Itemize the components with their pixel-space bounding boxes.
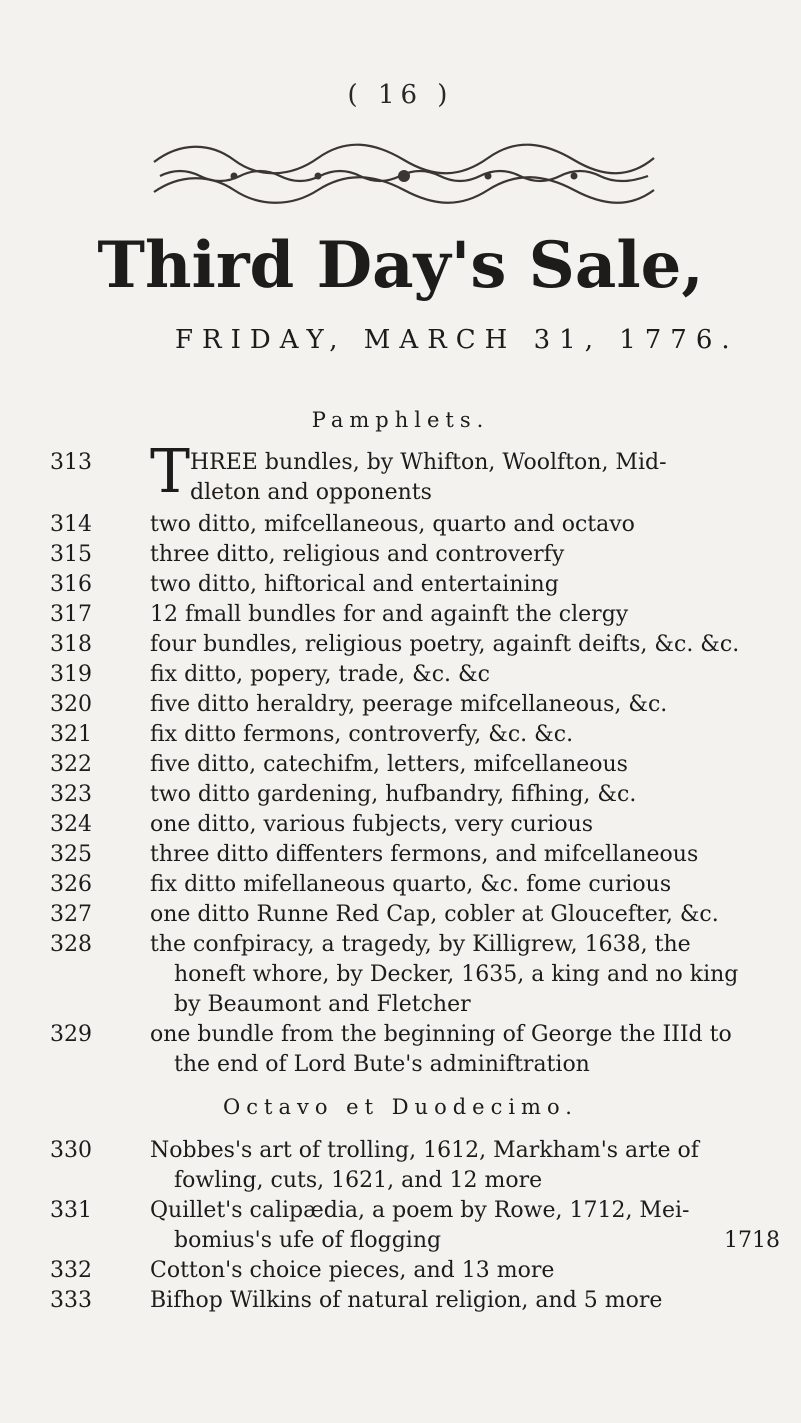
list-item xyxy=(50,930,790,1020)
lot-description: four bundles, religious poetry, againft deifts, &c. &c. xyxy=(150,632,740,657)
lot-description: fix ditto, popery, trade, &c. &c xyxy=(150,662,490,687)
list-item xyxy=(50,1286,790,1316)
lot-number: 329 xyxy=(50,1022,92,1047)
lot-description: two ditto, hiftorical and entertaining xyxy=(150,572,559,597)
list-item xyxy=(50,750,790,780)
lot-description: 12 fmall bundles for and againft the clergy xyxy=(150,602,629,627)
lot-number: 333 xyxy=(50,1288,92,1313)
lot-number: 316 xyxy=(50,572,92,597)
lot-description: HREE bundles, by Whifton, Woolfton, Mid- xyxy=(190,450,667,475)
lot-number: 320 xyxy=(50,692,92,717)
lot-number: 315 xyxy=(50,542,92,567)
lot-description: dleton and opponents xyxy=(190,480,432,505)
lot-number: 319 xyxy=(50,662,92,687)
lot-description: honeft whore, by Decker, 1635, a king and no king xyxy=(174,962,739,987)
list-item xyxy=(50,570,790,600)
lot-description: Quillet's calipædia, a poem by Rowe, 1712, Mei- xyxy=(150,1198,690,1223)
lot-description: two ditto gardening, hufbandry, fifhing, &c. xyxy=(150,782,637,807)
lot-number: 313 xyxy=(50,450,92,475)
list-item xyxy=(50,870,790,900)
lot-description: fix ditto mifellaneous quarto, &c. fome curious xyxy=(150,872,672,897)
list-item xyxy=(50,780,790,810)
lot-description: bomius's ufe of flogging xyxy=(174,1228,442,1253)
sale-date: FRIDAY, MARCH 31, 1776. xyxy=(175,325,739,355)
list-item xyxy=(50,660,790,690)
lot-description: three ditto, religious and controverfy xyxy=(150,542,565,567)
lot-number: 324 xyxy=(50,812,92,837)
lot-number: 322 xyxy=(50,752,92,777)
lot-description: three ditto diffenters fermons, and mifcellaneous xyxy=(150,842,699,867)
drop-cap: T xyxy=(150,437,191,507)
decorative-ornament-band xyxy=(150,140,658,212)
lot-description: five ditto heraldry, peerage mifcellaneous, &c. xyxy=(150,692,668,717)
list-item xyxy=(50,840,790,870)
list-item xyxy=(50,1256,790,1286)
list-item xyxy=(50,720,790,750)
lot-number: 314 xyxy=(50,512,92,537)
lot-description: one bundle from the beginning of George the IIId to xyxy=(150,1022,732,1047)
lot-description: fowling, cuts, 1621, and 12 more xyxy=(174,1168,543,1193)
page-title: Third Day's Sale, xyxy=(97,228,704,303)
lot-number: 326 xyxy=(50,872,92,897)
list-item xyxy=(50,540,790,570)
page-number: ( 16 ) xyxy=(347,80,454,110)
lot-number: 323 xyxy=(50,782,92,807)
list-item xyxy=(50,510,790,540)
section-heading-octavo: Octavo et Duodecimo. xyxy=(223,1095,578,1119)
lot-description: one ditto, various fubjects, very curious xyxy=(150,812,594,837)
list-item xyxy=(50,690,790,720)
lot-number: 332 xyxy=(50,1258,92,1283)
list-item xyxy=(50,1136,790,1196)
lot-description: by Beaumont and Fletcher xyxy=(174,992,471,1017)
lot-description: one ditto Runne Red Cap, cobler at Gloucefter, &c. xyxy=(150,902,719,927)
lot-description: fix ditto fermons, controverfy, &c. &c. xyxy=(150,722,574,747)
lot-description: five ditto, catechifm, letters, mifcellaneous xyxy=(150,752,628,777)
list-item xyxy=(50,630,790,660)
lot-number: 327 xyxy=(50,902,92,927)
lot-description: Bifhop Wilkins of natural religion, and 5 more xyxy=(150,1288,663,1313)
list-item xyxy=(50,448,790,508)
lot-number: 330 xyxy=(50,1138,92,1163)
lot-number: 331 xyxy=(50,1198,92,1223)
section-heading-pamphlets: Pamphlets. xyxy=(311,408,490,432)
lot-description: Cotton's choice pieces, and 13 more xyxy=(150,1258,555,1283)
lot-year: 1718 xyxy=(724,1228,780,1253)
lot-number: 325 xyxy=(50,842,92,867)
lot-description: the confpiracy, a tragedy, by Killigrew, 1638, the xyxy=(150,932,691,957)
lot-number: 318 xyxy=(50,632,92,657)
list-item xyxy=(50,1020,790,1080)
lot-description: Nobbes's art of trolling, 1612, Markham's arte of xyxy=(150,1138,699,1163)
list-item xyxy=(50,900,790,930)
lot-number: 317 xyxy=(50,602,92,627)
lot-number: 321 xyxy=(50,722,92,747)
lot-number: 328 xyxy=(50,932,92,957)
list-item xyxy=(50,1196,790,1256)
list-item xyxy=(50,810,790,840)
lot-description: the end of Lord Bute's adminiftration xyxy=(174,1052,590,1077)
list-item xyxy=(50,600,790,630)
lot-description: two ditto, mifcellaneous, quarto and octavo xyxy=(150,512,635,537)
